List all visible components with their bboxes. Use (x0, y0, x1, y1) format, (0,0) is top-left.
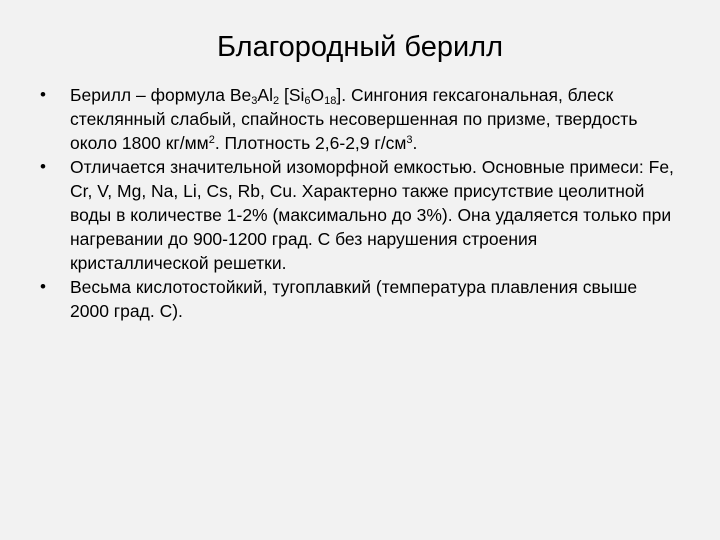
bullet-list (40, 83, 680, 323)
bullet-marker: • (40, 85, 46, 104)
bullet-text: Отличается значительной изоморфной емкостью. Основные примеси: Fe, Cr, V, Mg, Na, Li, Cs, Rb, Cu. Характерно также присутствие цеолитной воды в количестве 1-2% (максимально до 3%). Она удаляется только при нагревании до 900-1200 град. С без нарушения строения кристаллической решетки. (70, 157, 674, 273)
slide-title: Благородный берилл (216, 31, 504, 63)
bullet-marker: • (40, 277, 46, 296)
bullet-item-formula (40, 83, 680, 155)
bullet-text: . (412, 133, 418, 153)
bullet-text: Al (257, 85, 273, 105)
bullet-text: Берилл – формула Be (70, 85, 252, 105)
bullet-text: [Si (279, 85, 305, 105)
bullet-item-impurities (40, 155, 680, 275)
bullet-text: O (310, 85, 325, 105)
bullet-item-properties (40, 275, 680, 323)
subscript: 2 (272, 95, 280, 107)
bullet-text: Весьма кислотостойкий, тугоплавкий (температура плавления свыше 2000 град. С). (70, 277, 638, 321)
bullet-text: ]. Сингония гексагональная, блеск стеклянный слабый, спайность несовершенная по призме, твердость около 1800 кг/мм (70, 85, 638, 153)
bullet-text: . Плотность 2,6-2,9 г/см (214, 133, 407, 153)
subscript: 6 (304, 95, 311, 107)
superscript: 3 (406, 134, 413, 146)
subscript: 3 (251, 95, 258, 107)
subscript: 18 (324, 95, 337, 107)
superscript: 2 (208, 134, 215, 146)
bullet-marker: • (40, 157, 46, 176)
